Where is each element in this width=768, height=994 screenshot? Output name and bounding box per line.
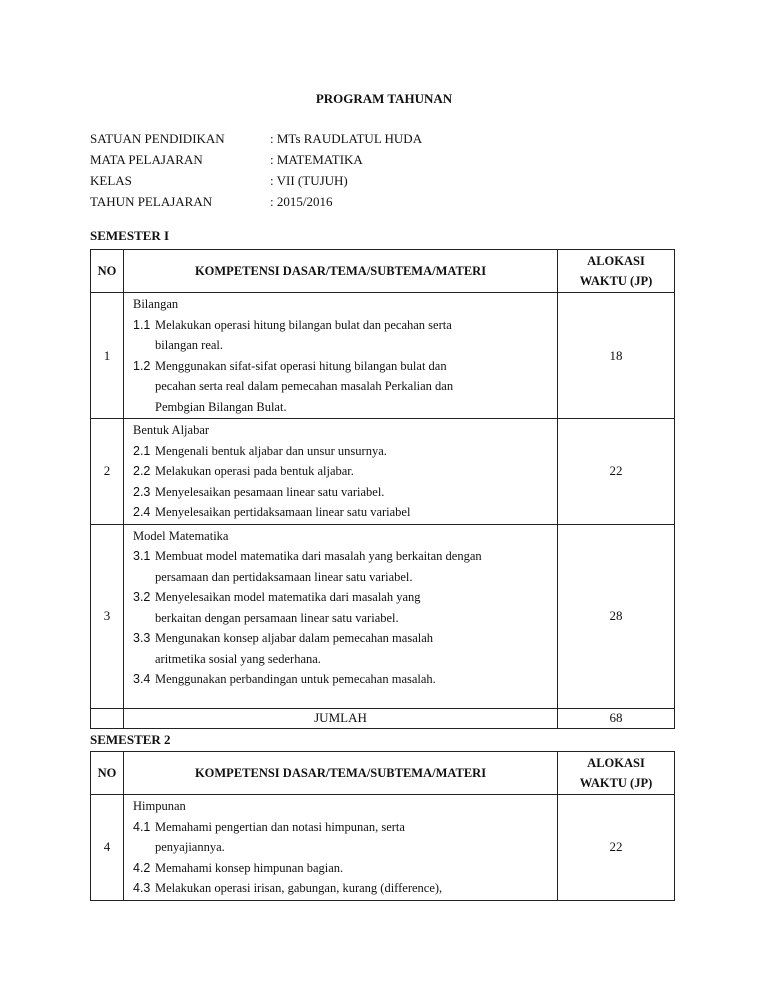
table-row [91,293,675,419]
competency-item [133,878,557,899]
info-label: MATA PELAJARAN [90,152,203,167]
row-materi [124,293,558,419]
competency-text: Mengenali bentuk aljabar dan unsur unsurnya. [155,443,387,458]
semester-1-table [90,249,675,729]
competency-text: Mengunakan konsep aljabar dalam pemecahan masalah [155,631,434,645]
competency-number: 1.2 [133,358,151,373]
competency-item [133,628,557,649]
info-value: : MTs RAUDLATUL HUDA [270,131,423,146]
competency-continuation: persamaan dan pertidaksamaan linear satu variabel. [155,569,413,584]
header-no: NO [91,250,124,293]
row-number: 3 [91,524,124,708]
row-number: 2 [91,419,124,525]
topic-title: Bentuk Aljabar [133,423,210,437]
total-label: JUMLAH [124,708,558,728]
competency-number: 4.2 [133,860,151,875]
info-row [90,149,422,170]
total-row [91,708,675,728]
header-materi: KOMPETENSI DASAR/TEMA/SUBTEMA/MATERI [124,250,558,293]
competency-continuation: pecahan serta real dalam pemecahan masalah Perkalian dan [155,379,454,393]
header-alokasi-line: WAKTU (JP) [579,776,653,790]
competency-number: 3.2 [133,590,151,604]
row-jp: 28 [558,524,675,708]
competency-continuation: Pembgian Bilangan Bulat. [155,399,287,414]
info-value: : MATEMATIKA [270,152,363,167]
competency-continuation: penyajiannya. [155,840,225,854]
document-info [90,128,422,212]
competency-item [133,482,557,503]
row-materi [124,524,558,708]
table-row [91,524,675,708]
info-row [90,170,422,191]
competency-text: Melakukan operasi irisan, gabungan, kurang (difference), [155,881,443,895]
competency-text: Memahami konsep himpunan bagian. [155,860,344,875]
row-number: 4 [91,795,124,901]
topic-title: Model Matematika [133,528,229,543]
competency-text: Menyelesaikan pesamaan linear satu variabel. [155,484,385,499]
competency-text: Membuat model matematika dari masalah yang berkaitan dengan [155,549,482,563]
info-value: : 2015/2016 [270,194,333,209]
header-materi: KOMPETENSI DASAR/TEMA/SUBTEMA/MATERI [124,752,558,795]
header-alokasi [558,250,675,293]
info-value: : VII (TUJUH) [270,173,348,188]
info-row [90,128,422,149]
info-label: TAHUN PELAJARAN [90,194,213,209]
row-materi [124,795,558,901]
competency-text: Menggunakan perbandingan untuk pemecahan masalah. [155,672,436,686]
header-no: NO [91,752,124,795]
competency-number: 4.1 [133,819,151,834]
header-alokasi [558,752,675,795]
competency-number: 2.4 [133,505,151,519]
info-row [90,191,422,212]
competency-text: Menyelesaikan pertidaksamaan linear satu variabel [155,505,411,519]
topic-title: Himpunan [133,799,186,813]
total-empty-cell [91,708,124,728]
row-number: 1 [91,293,124,419]
semester-2-table [90,751,675,901]
competency-item [133,669,557,690]
competency-continuation: aritmetika sosial yang sederhana. [155,651,321,666]
header-alokasi-line: ALOKASI [587,755,645,770]
competency-item [133,587,557,608]
competency-number: 3.1 [133,549,151,563]
competency-item [133,461,557,482]
competency-text: Menggunakan sifat-sifat operasi hitung bilangan bulat dan [155,358,447,373]
semester-2-title: SEMESTER 2 [90,732,171,747]
table-header-row [91,752,675,795]
competency-number: 2.3 [133,484,151,499]
row-jp: 22 [558,795,675,901]
header-alokasi-line: WAKTU (JP) [579,274,653,288]
competency-number: 3.4 [133,672,151,686]
competency-text: Melakukan operasi pada bentuk aljabar. [155,464,354,478]
info-label: KELAS [90,173,132,188]
row-jp: 22 [558,419,675,525]
competency-continuation: berkaitan dengan persamaan linear satu variabel. [155,610,399,625]
competency-number: 2.1 [133,443,151,458]
table-row [91,419,675,525]
competency-item [133,315,557,336]
competency-text: Memahami pengertian dan notasi himpunan, serta [155,819,405,834]
semester-1-title: SEMESTER I [90,228,170,243]
header-alokasi-line: ALOKASI [587,253,645,268]
row-materi [124,419,558,525]
competency-number: 1.1 [133,317,151,332]
table-header-row [91,250,675,293]
competency-item [133,502,557,523]
competency-text: Menyelesaikan model matematika dari masalah yang [155,590,421,604]
row-jp: 18 [558,293,675,419]
competency-item [133,356,557,377]
topic-title: Bilangan [133,297,179,311]
total-value: 68 [558,708,675,728]
competency-item [133,817,557,838]
competency-text: Melakukan operasi hitung bilangan bulat dan pecahan serta [155,317,452,332]
competency-item [133,546,557,567]
competency-item [133,441,557,462]
competency-continuation: bilangan real. [155,338,224,352]
competency-item [133,858,557,879]
competency-number: 4.3 [133,881,151,895]
competency-number: 2.2 [133,464,151,478]
info-label: SATUAN PENDIDIKAN [90,131,225,146]
page-title: PROGRAM TAHUNAN [315,91,453,106]
competency-number: 3.3 [133,631,151,645]
table-row [91,795,675,901]
